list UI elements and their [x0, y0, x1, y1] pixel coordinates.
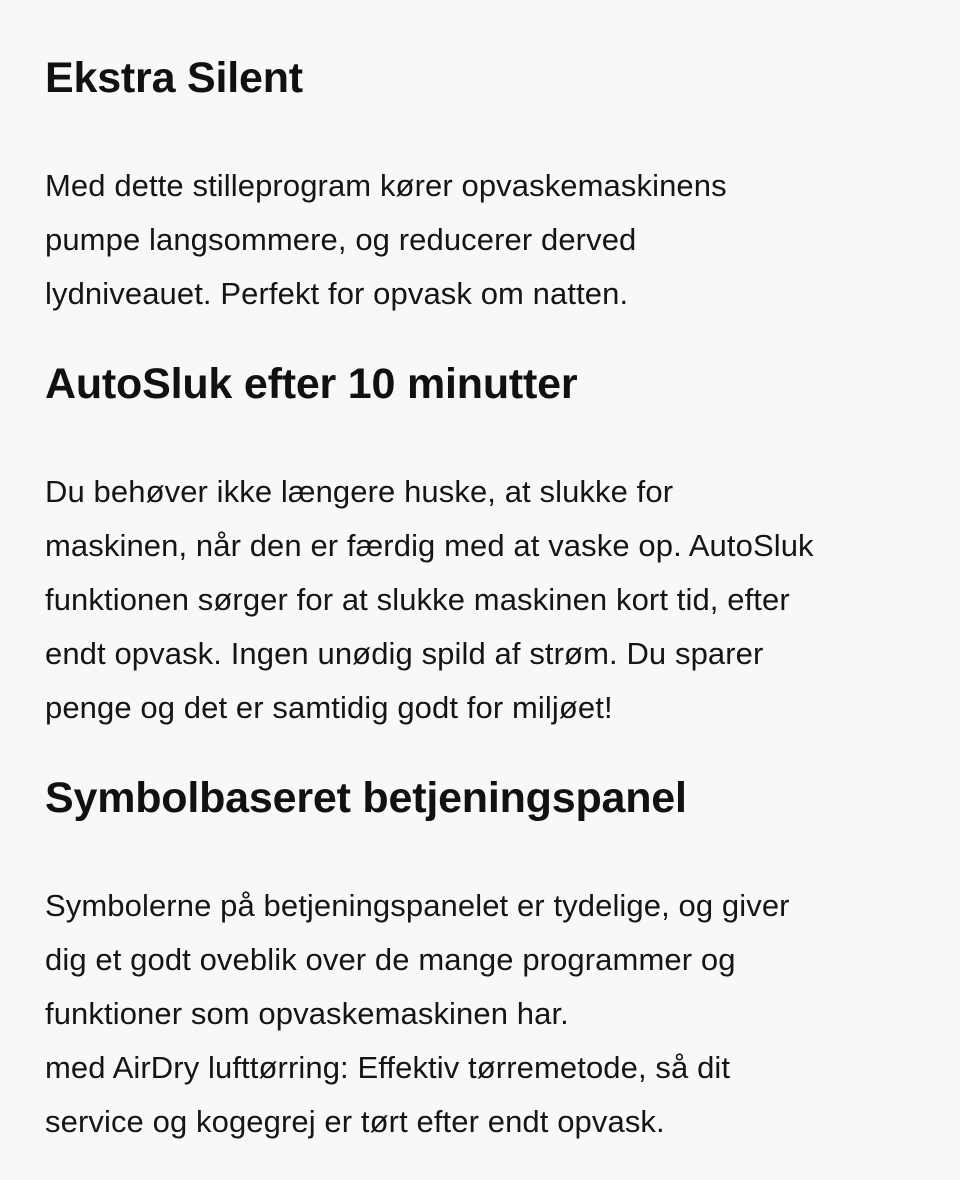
feature-description — [45, 159, 924, 321]
description-line: Symbolerne på betjeningspanelet er tydelige, og giver — [45, 888, 790, 923]
feature-heading: Symbolbaseret betjeningspanel — [45, 774, 687, 822]
description-line: endt opvask. Ingen unødig spild af strøm. Du sparer — [45, 636, 764, 671]
feature-heading: Ekstra Silent — [45, 54, 303, 102]
feature-section-autosluk — [45, 358, 924, 735]
feature-description — [45, 465, 924, 735]
feature-section-ekstra-silent — [45, 0, 924, 321]
description-line: maskinen, når den er færdig med at vaske op. AutoSluk — [45, 528, 814, 563]
feature-description — [45, 879, 924, 1149]
description-line: Med dette stilleprogram kører opvaskemaskinens — [45, 168, 727, 203]
description-line: penge og det er samtidig godt for miljøet! — [45, 690, 613, 725]
description-line: Du behøver ikke længere huske, at slukke for — [45, 474, 674, 509]
description-line: pumpe langsommere, og reducerer derved — [45, 222, 637, 257]
description-line: dig et godt oveblik over de mange programmer og — [45, 942, 736, 977]
feature-section-betjeningspanel — [45, 772, 924, 1149]
feature-heading: AutoSluk efter 10 minutter — [45, 360, 578, 408]
description-line: service og kogegrej er tørt efter endt opvask. — [45, 1104, 665, 1139]
description-line: lydniveauet. Perfekt for opvask om natten. — [45, 276, 629, 311]
description-line: funktionen sørger for at slukke maskinen kort tid, efter — [45, 582, 790, 617]
description-line: funktioner som opvaskemaskinen har. — [45, 996, 569, 1031]
description-line: med AirDry lufttørring: Effektiv tørremetode, så dit — [45, 1050, 731, 1085]
